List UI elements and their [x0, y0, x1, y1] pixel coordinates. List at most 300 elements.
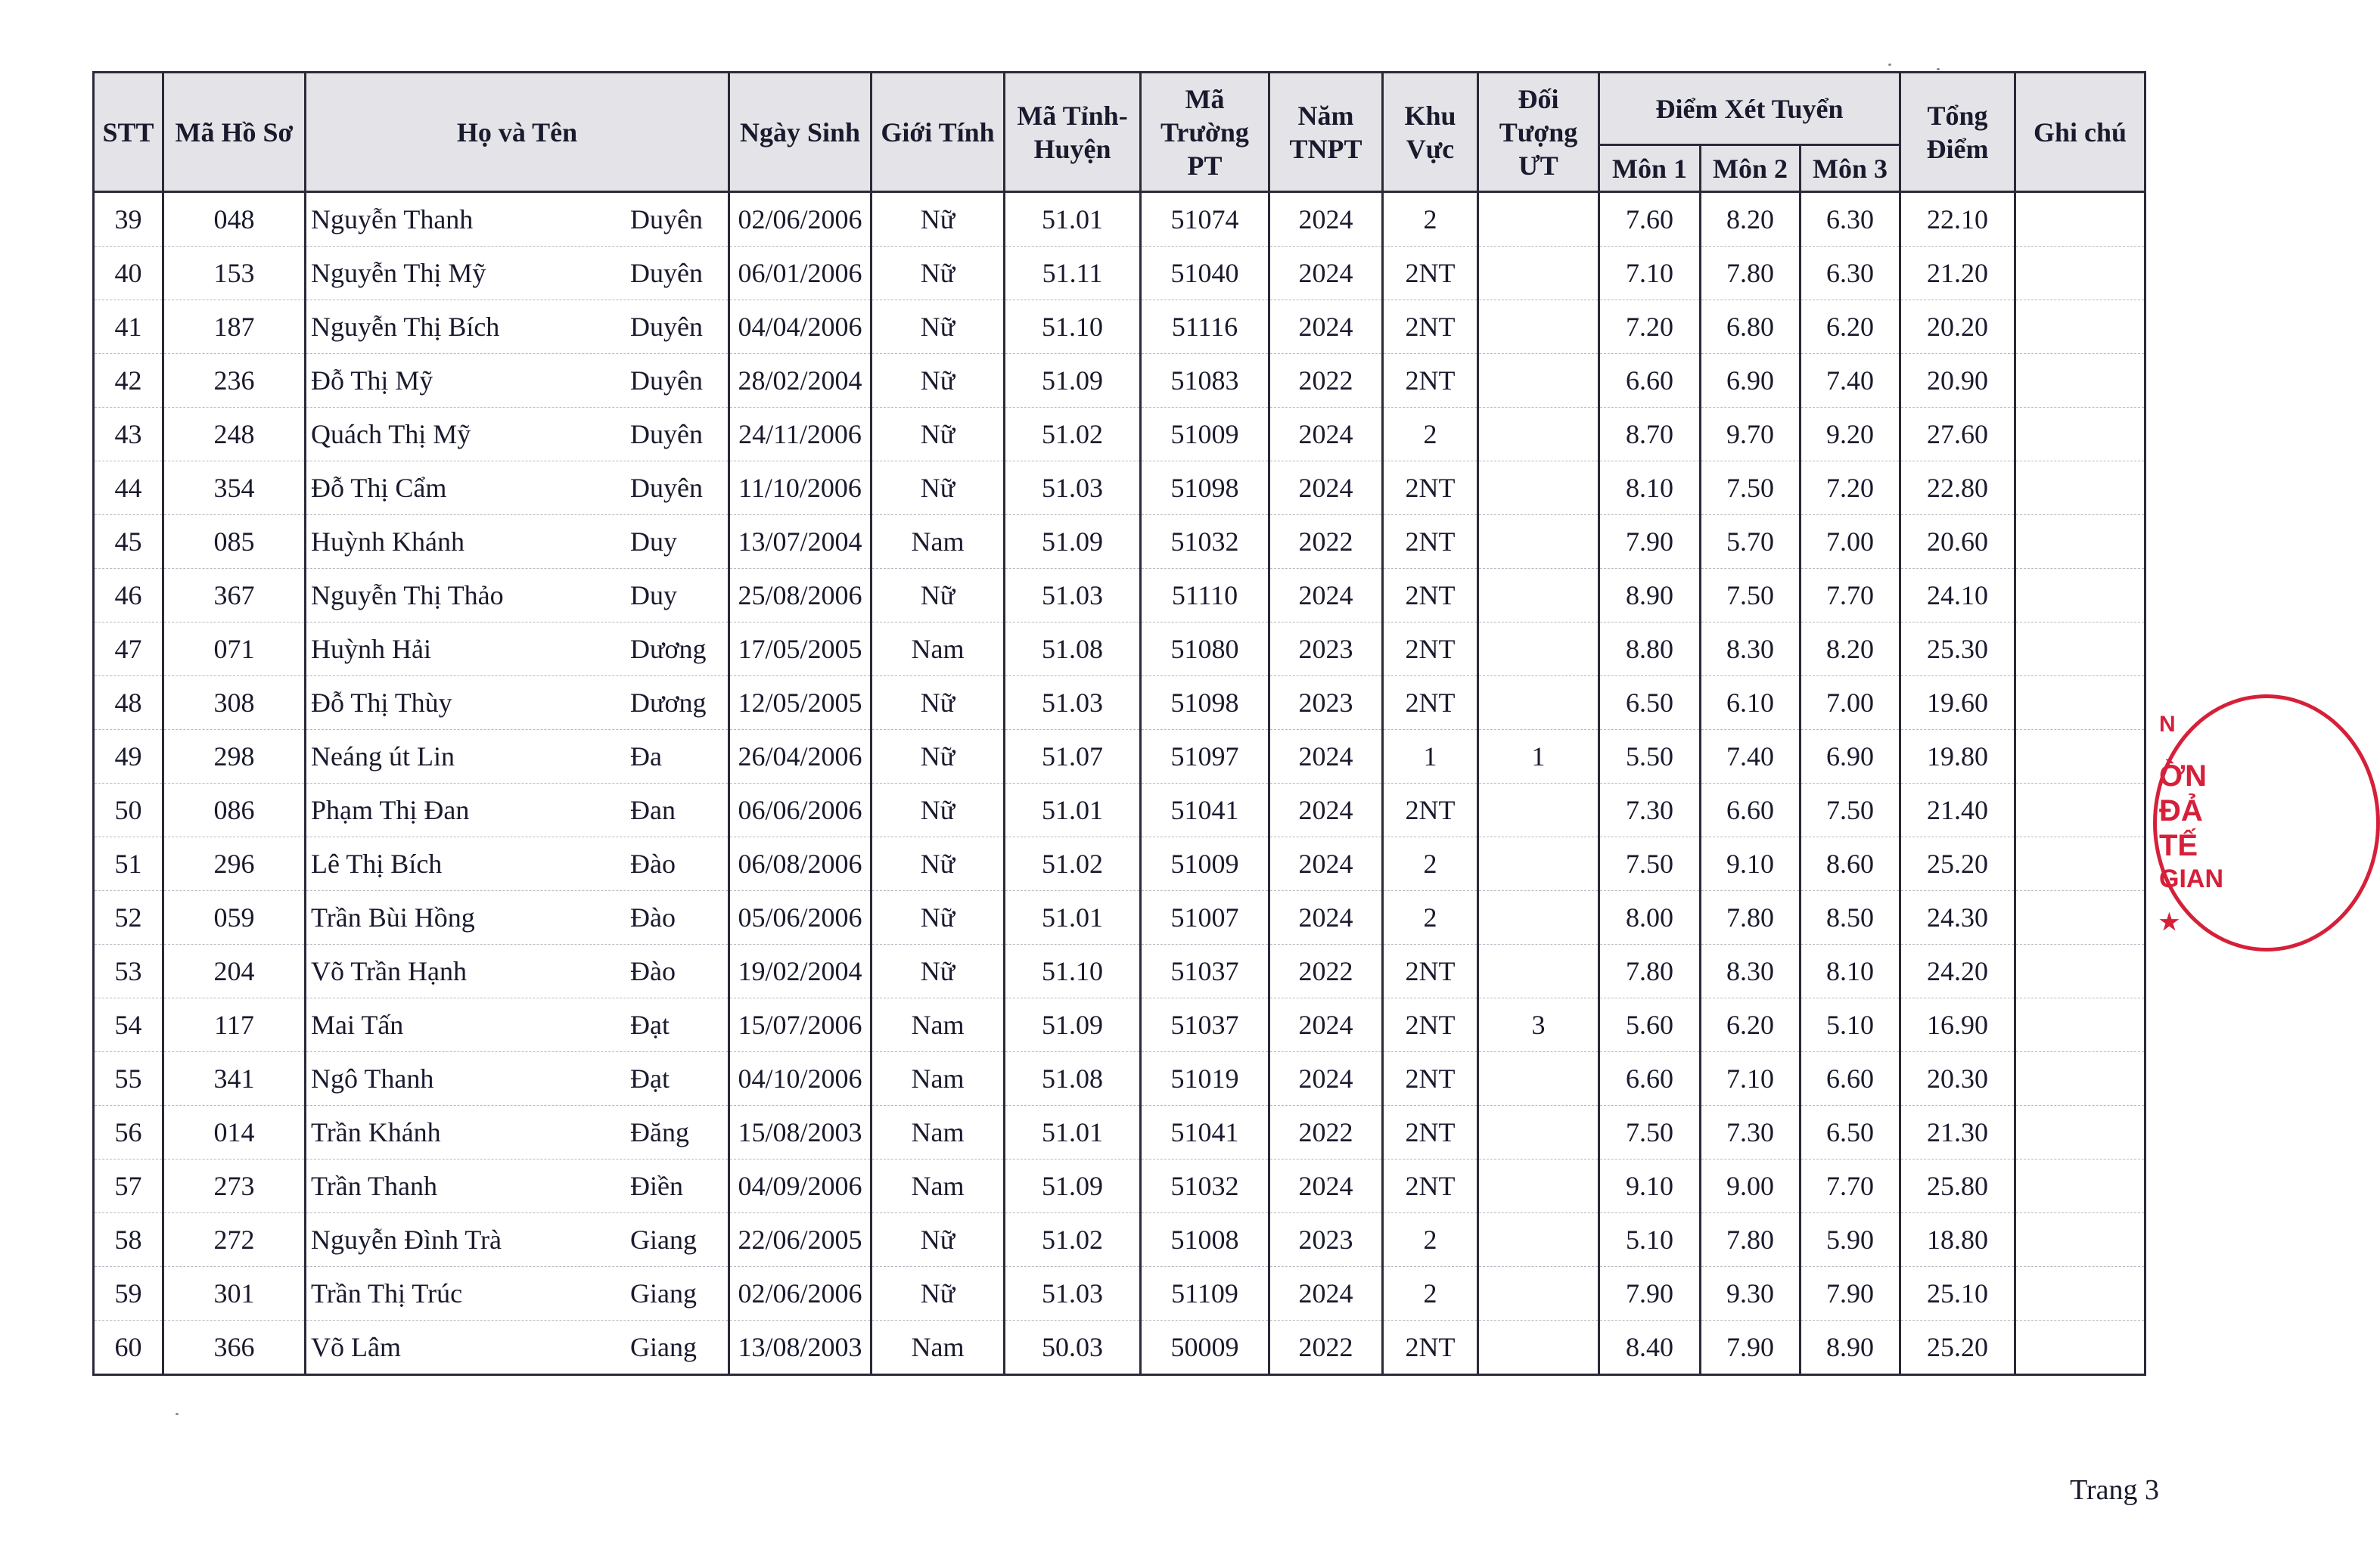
cell-ma: 366: [163, 1321, 306, 1375]
cell-tong: 19.60: [1900, 676, 2015, 730]
cell-ho-va-ten: [306, 247, 729, 300]
cell-gt: Nam: [872, 1106, 1005, 1160]
table-row: [94, 784, 2145, 837]
cell-ma: 071: [163, 622, 306, 676]
cell-ten: Giang: [630, 1332, 697, 1362]
cell-ma: 059: [163, 891, 306, 945]
cell-tinh: 51.08: [1005, 622, 1141, 676]
cell-ho-dem: Nguyễn Thị Thảo: [311, 580, 504, 610]
table-header: [94, 73, 2145, 192]
cell-ghi: [2015, 945, 2145, 998]
cell-tong: 25.30: [1900, 622, 2015, 676]
cell-tinh: 51.09: [1005, 354, 1141, 408]
cell-nam: 2023: [1269, 1213, 1383, 1267]
cell-nam: 2024: [1269, 1052, 1383, 1106]
cell-ngay: 04/09/2006: [729, 1160, 872, 1213]
cell-gt: Nam: [872, 1321, 1005, 1375]
cell-m1: 9.10: [1599, 1160, 1701, 1213]
cell-kv: 2NT: [1383, 461, 1478, 515]
cell-ho-dem: Đỗ Thị Cẩm: [311, 473, 447, 503]
cell-stt: 58: [94, 1213, 163, 1267]
cell-nam: 2024: [1269, 408, 1383, 461]
cell-gt: Nữ: [872, 945, 1005, 998]
col-ma-ho-so: Mã Hồ Sơ: [163, 73, 306, 192]
cell-m1: 7.30: [1599, 784, 1701, 837]
cell-tong: 24.20: [1900, 945, 2015, 998]
table-row: [94, 891, 2145, 945]
cell-ghi: [2015, 837, 2145, 891]
table-row: [94, 1052, 2145, 1106]
cell-tong: 18.80: [1900, 1213, 2015, 1267]
cell-tong: 20.30: [1900, 1052, 2015, 1106]
cell-ten: Giang: [630, 1225, 697, 1255]
col-gioi-tinh: Giới Tính: [872, 73, 1005, 192]
cell-m3: 6.20: [1801, 300, 1900, 354]
cell-ten: Đăng: [630, 1117, 689, 1147]
cell-ngay: 19/02/2004: [729, 945, 872, 998]
cell-m3: 7.50: [1801, 784, 1900, 837]
cell-truong: 51019: [1141, 1052, 1269, 1106]
cell-nam: 2024: [1269, 247, 1383, 300]
red-seal-stamp: [2153, 694, 2223, 952]
cell-ghi: [2015, 192, 2145, 247]
cell-ten: Duyên: [630, 365, 703, 396]
cell-nam: 2022: [1269, 945, 1383, 998]
cell-ho-va-ten: [306, 408, 729, 461]
cell-tinh: 51.09: [1005, 1160, 1141, 1213]
cell-ma: 236: [163, 354, 306, 408]
table-row: [94, 1106, 2145, 1160]
cell-m2: 9.30: [1701, 1267, 1801, 1321]
cell-kv: 2: [1383, 1267, 1478, 1321]
cell-stt: 47: [94, 622, 163, 676]
cell-ngay: 05/06/2006: [729, 891, 872, 945]
cell-ho-va-ten: [306, 515, 729, 569]
cell-m3: 8.50: [1801, 891, 1900, 945]
cell-tong: 25.80: [1900, 1160, 2015, 1213]
cell-truong: 50009: [1141, 1321, 1269, 1375]
cell-truong: 51008: [1141, 1213, 1269, 1267]
cell-truong: 51116: [1141, 300, 1269, 354]
cell-m1: 7.80: [1599, 945, 1701, 998]
table-row: [94, 945, 2145, 998]
cell-kv: 2NT: [1383, 998, 1478, 1052]
cell-nam: 2024: [1269, 891, 1383, 945]
cell-ghi: [2015, 461, 2145, 515]
cell-m1: 6.60: [1599, 1052, 1701, 1106]
cell-ma: 153: [163, 247, 306, 300]
cell-gt: Nữ: [872, 891, 1005, 945]
cell-truong: 51007: [1141, 891, 1269, 945]
cell-m2: 7.30: [1701, 1106, 1801, 1160]
cell-ma: 187: [163, 300, 306, 354]
cell-kv: 2: [1383, 192, 1478, 247]
cell-stt: 46: [94, 569, 163, 622]
cell-gt: Nam: [872, 998, 1005, 1052]
cell-ma: 273: [163, 1160, 306, 1213]
cell-ho-va-ten: [306, 1267, 729, 1321]
cell-ghi: [2015, 1267, 2145, 1321]
cell-ma: 367: [163, 569, 306, 622]
table-row: [94, 515, 2145, 569]
cell-m3: 8.90: [1801, 1321, 1900, 1375]
cell-m1: 6.60: [1599, 354, 1701, 408]
cell-m2: 7.80: [1701, 247, 1801, 300]
cell-ma: 308: [163, 676, 306, 730]
cell-tinh: 51.11: [1005, 247, 1141, 300]
cell-ma: 341: [163, 1052, 306, 1106]
cell-kv: 2: [1383, 1213, 1478, 1267]
cell-ma: 301: [163, 1267, 306, 1321]
col-ma-tinh-huyen: Mã Tỉnh-Huyện: [1005, 73, 1141, 192]
cell-m3: 5.90: [1801, 1213, 1900, 1267]
cell-gt: Nữ: [872, 676, 1005, 730]
cell-m2: 5.70: [1701, 515, 1801, 569]
cell-truong: 51041: [1141, 1106, 1269, 1160]
cell-ghi: [2015, 1321, 2145, 1375]
cell-m2: 9.00: [1701, 1160, 1801, 1213]
cell-m3: 6.60: [1801, 1052, 1900, 1106]
cell-ho-va-ten: [306, 622, 729, 676]
cell-stt: 50: [94, 784, 163, 837]
cell-ho-dem: Trần Thị Trúc: [311, 1278, 463, 1309]
cell-kv: 2: [1383, 408, 1478, 461]
cell-m3: 7.40: [1801, 354, 1900, 408]
table-row: [94, 1267, 2145, 1321]
cell-ho-dem: Nguyễn Thanh: [311, 204, 474, 234]
cell-truong: 51009: [1141, 408, 1269, 461]
cell-ngay: 15/07/2006: [729, 998, 872, 1052]
col-ngay-sinh: Ngày Sinh: [729, 73, 872, 192]
cell-m1: 8.80: [1599, 622, 1701, 676]
cell-stt: 59: [94, 1267, 163, 1321]
cell-tinh: 51.01: [1005, 891, 1141, 945]
cell-ho-dem: Trần Thanh: [311, 1171, 438, 1201]
cell-stt: 40: [94, 247, 163, 300]
cell-ghi: [2015, 1052, 2145, 1106]
cell-m2: 8.20: [1701, 192, 1801, 247]
cell-ghi: [2015, 569, 2145, 622]
cell-stt: 53: [94, 945, 163, 998]
cell-ghi: [2015, 515, 2145, 569]
cell-ghi: [2015, 300, 2145, 354]
cell-ho-dem: Ngô Thanh: [311, 1063, 434, 1094]
cell-m2: 8.30: [1701, 622, 1801, 676]
cell-m1: 7.50: [1599, 1106, 1701, 1160]
cell-nam: 2023: [1269, 622, 1383, 676]
table-row: [94, 569, 2145, 622]
col-nam-tnpt: Năm TNPT: [1269, 73, 1383, 192]
cell-m2: 7.40: [1701, 730, 1801, 784]
cell-dt: [1478, 461, 1599, 515]
cell-ngay: 13/07/2004: [729, 515, 872, 569]
cell-gt: Nữ: [872, 569, 1005, 622]
cell-stt: 52: [94, 891, 163, 945]
cell-gt: Nữ: [872, 837, 1005, 891]
cell-truong: 51074: [1141, 192, 1269, 247]
cell-tinh: 51.10: [1005, 300, 1141, 354]
cell-m1: 7.10: [1599, 247, 1701, 300]
table-row: [94, 998, 2145, 1052]
cell-ten: Duyên: [630, 473, 703, 503]
cell-ho-va-ten: [306, 837, 729, 891]
cell-nam: 2023: [1269, 676, 1383, 730]
cell-ho-va-ten: [306, 891, 729, 945]
cell-ten: Duyên: [630, 419, 703, 449]
cell-m3: 7.70: [1801, 569, 1900, 622]
table-row: [94, 300, 2145, 354]
cell-ten: Đạt: [630, 1010, 670, 1040]
cell-ma: 117: [163, 998, 306, 1052]
cell-m2: 9.10: [1701, 837, 1801, 891]
cell-truong: 51109: [1141, 1267, 1269, 1321]
cell-tong: 19.80: [1900, 730, 2015, 784]
cell-ho-va-ten: [306, 354, 729, 408]
cell-kv: 2NT: [1383, 622, 1478, 676]
cell-ho-va-ten: [306, 730, 729, 784]
cell-ho-va-ten: [306, 998, 729, 1052]
cell-ngay: 06/06/2006: [729, 784, 872, 837]
cell-kv: 2NT: [1383, 676, 1478, 730]
cell-ho-va-ten: [306, 1160, 729, 1213]
cell-stt: 57: [94, 1160, 163, 1213]
cell-m3: 8.10: [1801, 945, 1900, 998]
cell-ghi: [2015, 998, 2145, 1052]
cell-ho-dem: Võ Trần Hạnh: [311, 956, 468, 986]
cell-ten: Duyên: [630, 312, 703, 342]
cell-m1: 8.10: [1599, 461, 1701, 515]
cell-ngay: 17/05/2005: [729, 622, 872, 676]
cell-ten: Đào: [630, 902, 676, 933]
cell-ten: Duyên: [630, 204, 703, 234]
cell-truong: 51098: [1141, 676, 1269, 730]
cell-tinh: 51.03: [1005, 569, 1141, 622]
cell-nam: 2024: [1269, 461, 1383, 515]
cell-tinh: 51.01: [1005, 1106, 1141, 1160]
cell-m3: 5.10: [1801, 998, 1900, 1052]
cell-m3: 7.00: [1801, 515, 1900, 569]
table-row: [94, 192, 2145, 247]
cell-m1: 7.20: [1599, 300, 1701, 354]
cell-dt: [1478, 515, 1599, 569]
cell-ma: 014: [163, 1106, 306, 1160]
cell-ten: Dương: [630, 688, 707, 718]
cell-stt: 56: [94, 1106, 163, 1160]
cell-m2: 8.30: [1701, 945, 1801, 998]
cell-ma: 248: [163, 408, 306, 461]
cell-stt: 43: [94, 408, 163, 461]
cell-tong: 21.40: [1900, 784, 2015, 837]
cell-ma: 085: [163, 515, 306, 569]
cell-dt: [1478, 784, 1599, 837]
cell-m1: 7.60: [1599, 192, 1701, 247]
cell-kv: 2: [1383, 891, 1478, 945]
cell-gt: Nữ: [872, 354, 1005, 408]
cell-ho-dem: Trần Bùi Hồng: [311, 902, 475, 933]
cell-m2: 9.70: [1701, 408, 1801, 461]
cell-dt: [1478, 1321, 1599, 1375]
cell-stt: 54: [94, 998, 163, 1052]
cell-tong: 20.60: [1900, 515, 2015, 569]
cell-m2: 7.10: [1701, 1052, 1801, 1106]
table-row: [94, 676, 2145, 730]
cell-m2: 6.90: [1701, 354, 1801, 408]
cell-ho-va-ten: [306, 461, 729, 515]
cell-ghi: [2015, 676, 2145, 730]
cell-dt: [1478, 569, 1599, 622]
cell-m1: 7.90: [1599, 1267, 1701, 1321]
cell-m3: 7.70: [1801, 1160, 1900, 1213]
cell-kv: 2: [1383, 837, 1478, 891]
cell-stt: 41: [94, 300, 163, 354]
cell-nam: 2024: [1269, 1160, 1383, 1213]
cell-m1: 5.60: [1599, 998, 1701, 1052]
cell-ho-dem: Lê Thị Bích: [311, 849, 443, 879]
cell-ho-dem: Nguyễn Thị Mỹ: [311, 258, 486, 288]
col-diem-xet-tuyen: Điểm Xét Tuyển: [1599, 73, 1900, 145]
cell-ho-va-ten: [306, 1052, 729, 1106]
cell-m3: 6.50: [1801, 1106, 1900, 1160]
cell-kv: 2NT: [1383, 569, 1478, 622]
cell-ma: 298: [163, 730, 306, 784]
cell-dt: [1478, 891, 1599, 945]
cell-stt: 55: [94, 1052, 163, 1106]
col-doi-tuong-ut: Đối Tượng ƯT: [1478, 73, 1599, 192]
cell-tinh: 51.10: [1005, 945, 1141, 998]
cell-stt: 60: [94, 1321, 163, 1375]
cell-ho-dem: Nguyễn Thị Bích: [311, 312, 500, 342]
cell-gt: Nữ: [872, 784, 1005, 837]
cell-m2: 7.80: [1701, 1213, 1801, 1267]
cell-ghi: [2015, 247, 2145, 300]
cell-gt: Nữ: [872, 461, 1005, 515]
page-number: Trang 3: [2070, 1474, 2159, 1506]
cell-stt: 39: [94, 192, 163, 247]
cell-ghi: [2015, 622, 2145, 676]
cell-tong: 21.30: [1900, 1106, 2015, 1160]
cell-dt: [1478, 1213, 1599, 1267]
cell-m3: 6.30: [1801, 247, 1900, 300]
cell-m1: 6.50: [1599, 676, 1701, 730]
cell-m2: 7.50: [1701, 461, 1801, 515]
cell-dt: [1478, 1052, 1599, 1106]
table-row: [94, 1321, 2145, 1375]
table-row: [94, 247, 2145, 300]
cell-stt: 42: [94, 354, 163, 408]
cell-tinh: 51.01: [1005, 192, 1141, 247]
cell-m2: 7.90: [1701, 1321, 1801, 1375]
cell-ghi: [2015, 1213, 2145, 1267]
cell-ho-dem: Quách Thị Mỹ: [311, 419, 471, 449]
cell-ma: 086: [163, 784, 306, 837]
scan-speck: [1888, 64, 1891, 66]
col-ho-va-ten: Họ và Tên: [306, 73, 729, 192]
cell-ho-dem: Trần Khánh: [311, 1117, 441, 1147]
cell-gt: Nam: [872, 515, 1005, 569]
col-khu-vuc: Khu Vực: [1383, 73, 1478, 192]
cell-tong: 24.10: [1900, 569, 2015, 622]
cell-m3: 6.30: [1801, 192, 1900, 247]
cell-ho-va-ten: [306, 1106, 729, 1160]
table-row: [94, 461, 2145, 515]
cell-ma: 272: [163, 1213, 306, 1267]
cell-nam: 2022: [1269, 1321, 1383, 1375]
cell-dt: [1478, 354, 1599, 408]
col-mon-3: Môn 3: [1801, 145, 1900, 192]
cell-dt: [1478, 247, 1599, 300]
cell-dt: [1478, 1160, 1599, 1213]
cell-nam: 2024: [1269, 730, 1383, 784]
stamp-text-4: TẾ: [2159, 829, 2198, 862]
cell-ho-va-ten: [306, 192, 729, 247]
cell-ngay: 02/06/2006: [729, 1267, 872, 1321]
table-row: [94, 1213, 2145, 1267]
cell-m1: 5.50: [1599, 730, 1701, 784]
cell-ten: Dương: [630, 634, 707, 664]
cell-ho-dem: Mai Tấn: [311, 1010, 404, 1040]
cell-m2: 6.10: [1701, 676, 1801, 730]
cell-ngay: 04/04/2006: [729, 300, 872, 354]
cell-kv: 2NT: [1383, 1321, 1478, 1375]
cell-gt: Nữ: [872, 408, 1005, 461]
cell-m3: 7.00: [1801, 676, 1900, 730]
cell-ho-dem: Đỗ Thị Mỹ: [311, 365, 433, 396]
cell-m1: 8.90: [1599, 569, 1701, 622]
cell-ghi: [2015, 408, 2145, 461]
cell-gt: Nữ: [872, 247, 1005, 300]
cell-truong: 51009: [1141, 837, 1269, 891]
cell-m1: 8.00: [1599, 891, 1701, 945]
cell-ghi: [2015, 730, 2145, 784]
cell-stt: 48: [94, 676, 163, 730]
cell-nam: 2024: [1269, 837, 1383, 891]
cell-dt: 3: [1478, 998, 1599, 1052]
cell-dt: [1478, 676, 1599, 730]
cell-m3: 7.20: [1801, 461, 1900, 515]
cell-tinh: 51.07: [1005, 730, 1141, 784]
cell-tinh: 51.03: [1005, 676, 1141, 730]
cell-truong: 51110: [1141, 569, 1269, 622]
cell-ho-va-ten: [306, 569, 729, 622]
table-body: [94, 192, 2145, 1375]
cell-m3: 7.90: [1801, 1267, 1900, 1321]
cell-gt: Nam: [872, 622, 1005, 676]
cell-tong: 20.20: [1900, 300, 2015, 354]
col-tong-diem: Tổng Điểm: [1900, 73, 2015, 192]
cell-ten: Đào: [630, 956, 676, 986]
cell-truong: 51098: [1141, 461, 1269, 515]
cell-stt: 51: [94, 837, 163, 891]
col-mon-1: Môn 1: [1599, 145, 1701, 192]
cell-ghi: [2015, 354, 2145, 408]
cell-ngay: 13/08/2003: [729, 1321, 872, 1375]
cell-tinh: 51.03: [1005, 461, 1141, 515]
cell-m1: 7.50: [1599, 837, 1701, 891]
cell-nam: 2024: [1269, 300, 1383, 354]
cell-gt: Nam: [872, 1160, 1005, 1213]
cell-tong: 25.20: [1900, 1321, 2015, 1375]
cell-kv: 2NT: [1383, 1052, 1478, 1106]
cell-dt: [1478, 192, 1599, 247]
cell-ngay: 15/08/2003: [729, 1106, 872, 1160]
cell-kv: 1: [1383, 730, 1478, 784]
cell-ho-va-ten: [306, 1213, 729, 1267]
admission-results-table: [92, 71, 2146, 1376]
cell-tinh: 51.09: [1005, 998, 1141, 1052]
cell-dt: [1478, 408, 1599, 461]
cell-dt: [1478, 300, 1599, 354]
cell-ngay: 26/04/2006: [729, 730, 872, 784]
